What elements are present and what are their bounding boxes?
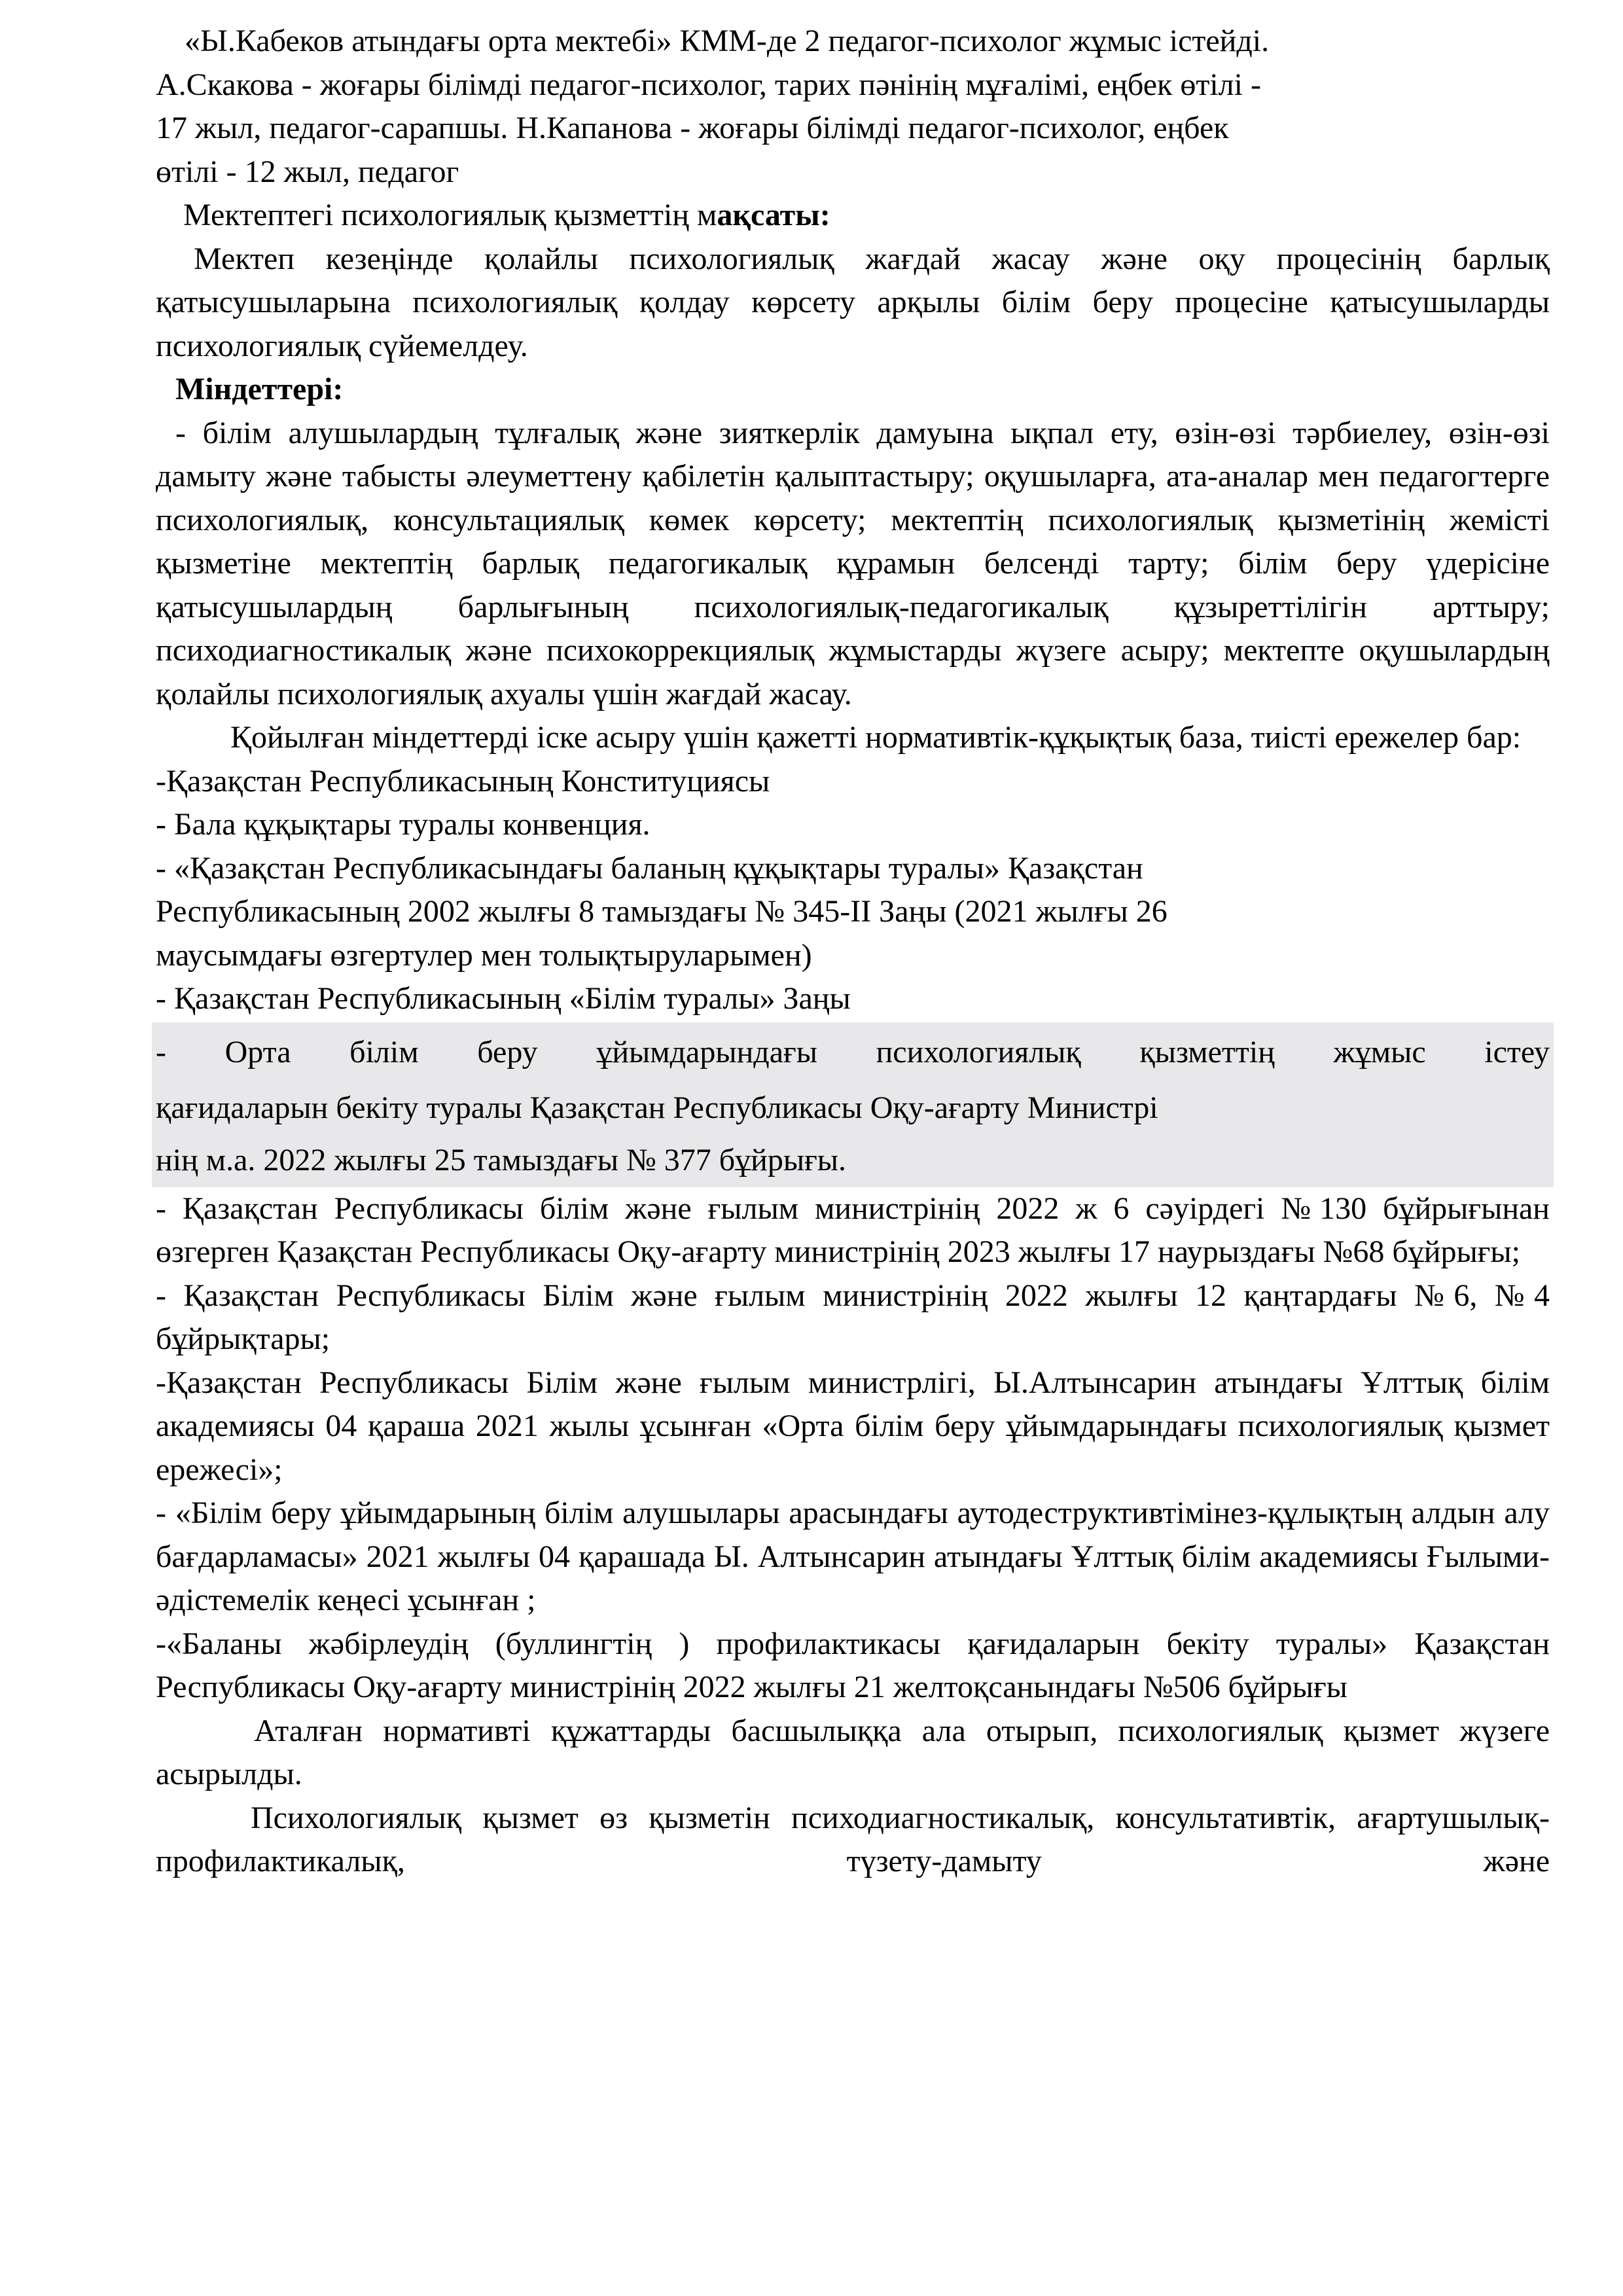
intro-line: өтілі - 12 жыл, педагог xyxy=(156,154,459,189)
basis-item-line: - Орта білім беру ұйымдарындағы психологиялық қызметтің жұмыс істеу xyxy=(156,1034,1550,1069)
goal-heading-text: Мектептегі психологиялық қызметтің м xyxy=(183,198,717,232)
basis-item-order-68: - Қазақстан Республикасы білім және ғылым министрінің 2022 ж 6 сәуірдегі №130 бұйрығынан өзгерген Қазақстан Республикасы Оқу-ағарту министрінің 2023 жылғы 17 наурыздағы №68 бұйрығы; xyxy=(156,1191,1550,1269)
intro-line: 17 жыл, педагог-сарапшы. Н.Капанова - жоғары білімді педагог-психолог, еңбек xyxy=(156,111,1229,145)
basis-item-law-education: - Қазақстан Республикасының «Білім туралы» Заңы xyxy=(156,981,851,1016)
basis-item-convention: - Бала құқықтары туралы конвенция. xyxy=(156,807,651,842)
basis-item-line: нің м.а. 2022 жылғы 25 тамыздағы № 377 бұйрығы. xyxy=(156,1142,847,1177)
basis-item-constitution: -Қазақстан Республикасының Конституциясы xyxy=(156,763,770,798)
tasks-paragraph: - білім алушылардың тұлғалық және зияткерлік дамуына ықпал ету, өзін-өзі тәрбиелеу, өзін-өзі дамыту және табысты әлеуметтену қабілетін қалыптастыру; оқушыларға, ата-аналар мен педагогтерге психологиялық, консультациялық көмек көрсету; мектептің психологиялық қызметінің жемісті қызметіне мектептің барлық педагогикалық құрамын белсенді тарту; білім беру үдерісіне қатысушылардың барлығының психологиялық-педагогикалық құзыреттілігін арттыру; психодиагностикалық және психокоррекциялық жұмыстарды жүзеге асыру; мектепте оқушылардың қолайлы психологиялық ахуалы үшін жағдай жасау. xyxy=(156,415,1550,711)
intro-line: А.Скакова - жоғары білімді педагог-психолог, тарих пәнінің мұғалімі, еңбек өтілі - xyxy=(156,67,1261,102)
basis-item-order-377 xyxy=(152,1022,1554,1187)
tasks-heading: Міндеттері: xyxy=(175,372,344,406)
intro-paragraph xyxy=(156,20,1550,63)
goal-paragraph: Мектеп кезеңінде қолайлы психологиялық жағдай жасау және оқу процесінің барлық қатысушыларына психологиялық қолдау көрсету арқылы білім беру процесіне қатысушыларды психологиялық сүйемелдеу. xyxy=(156,241,1550,363)
basis-item-line: маусымдағы өзгертулер мен толықтыруларымен) xyxy=(156,937,812,973)
basis-item-line: қағидаларын бекіту туралы Қазақстан Республикасы Оқу-ағарту Министрі xyxy=(156,1090,1158,1125)
basis-intro-paragraph: Қойылған міндеттерді іске асыру үшін қажетті нормативтік-құқықтық база, тиісті ережелер бар: xyxy=(230,720,1522,755)
document-page xyxy=(156,20,1550,1884)
basis-item-program: - «Білім беру ұйымдарының білім алушылары арасындағы аутодеструктивтімінез-құлықтың алдын алу бағдарламасы» 2021 жылғы 04 қарашада Ы. Алтынсарин атындағы Ұлттық білім академиясы Ғылыми-әдістемелік кеңесі ұсынған ; xyxy=(156,1496,1550,1617)
basis-item-line: Республикасының 2002 жылғы 8 тамыздағы № 345-ІІ Заңы (2021 жылғы 26 xyxy=(156,894,1168,929)
conclusion-paragraph: Аталған нормативті құжаттарды басшылыққа ала отырып, психологиялық қызмет жүзеге асырылды. xyxy=(156,1713,1550,1791)
basis-item-line: - «Қазақстан Республикасындағы баланың құқықтары туралы» Қазақстан xyxy=(156,850,1143,886)
goal-heading xyxy=(156,194,1550,238)
basis-item-rules-academy: -Қазақстан Республикасы Білім және ғылым министрлігі, Ы.Алтынсарин атындағы Ұлттық білім академиясы 04 қараша 2021 жылы ұсынған «Орта білім беру ұйымдарындағы психологиялық қызмет ережесі»; xyxy=(156,1365,1550,1487)
goal-heading-bold: ақсаты: xyxy=(717,198,830,232)
final-paragraph: Психологиялық қызмет өз қызметін психодиагностикалық, консультативтік, ағартушылық-профилактикалық, түзету-дамыту және xyxy=(156,1800,1550,1878)
intro-line: «Ы.Кабеков атындағы орта мектебі» КММ-де 2 педагог-психолог жұмыс істейді. xyxy=(185,24,1270,58)
basis-item-order-6-4: - Қазақстан Республикасы Білім және ғылым министрінің 2022 жылғы 12 қаңтардағы №6, №4 бұйрықтары; xyxy=(156,1278,1550,1356)
basis-item-order-506: -«Баланы жәбірлеудің (буллингтің ) профилактикасы қағидаларын бекіту туралы» Қазақстан Республикасы Оқу-ағарту министрінің 2022 жылғы 21 желтоқсанындағы №506 бұйрығы xyxy=(156,1626,1550,1704)
intro-paragraph-continued xyxy=(156,63,1550,194)
basis-item-law-child xyxy=(156,847,1550,978)
